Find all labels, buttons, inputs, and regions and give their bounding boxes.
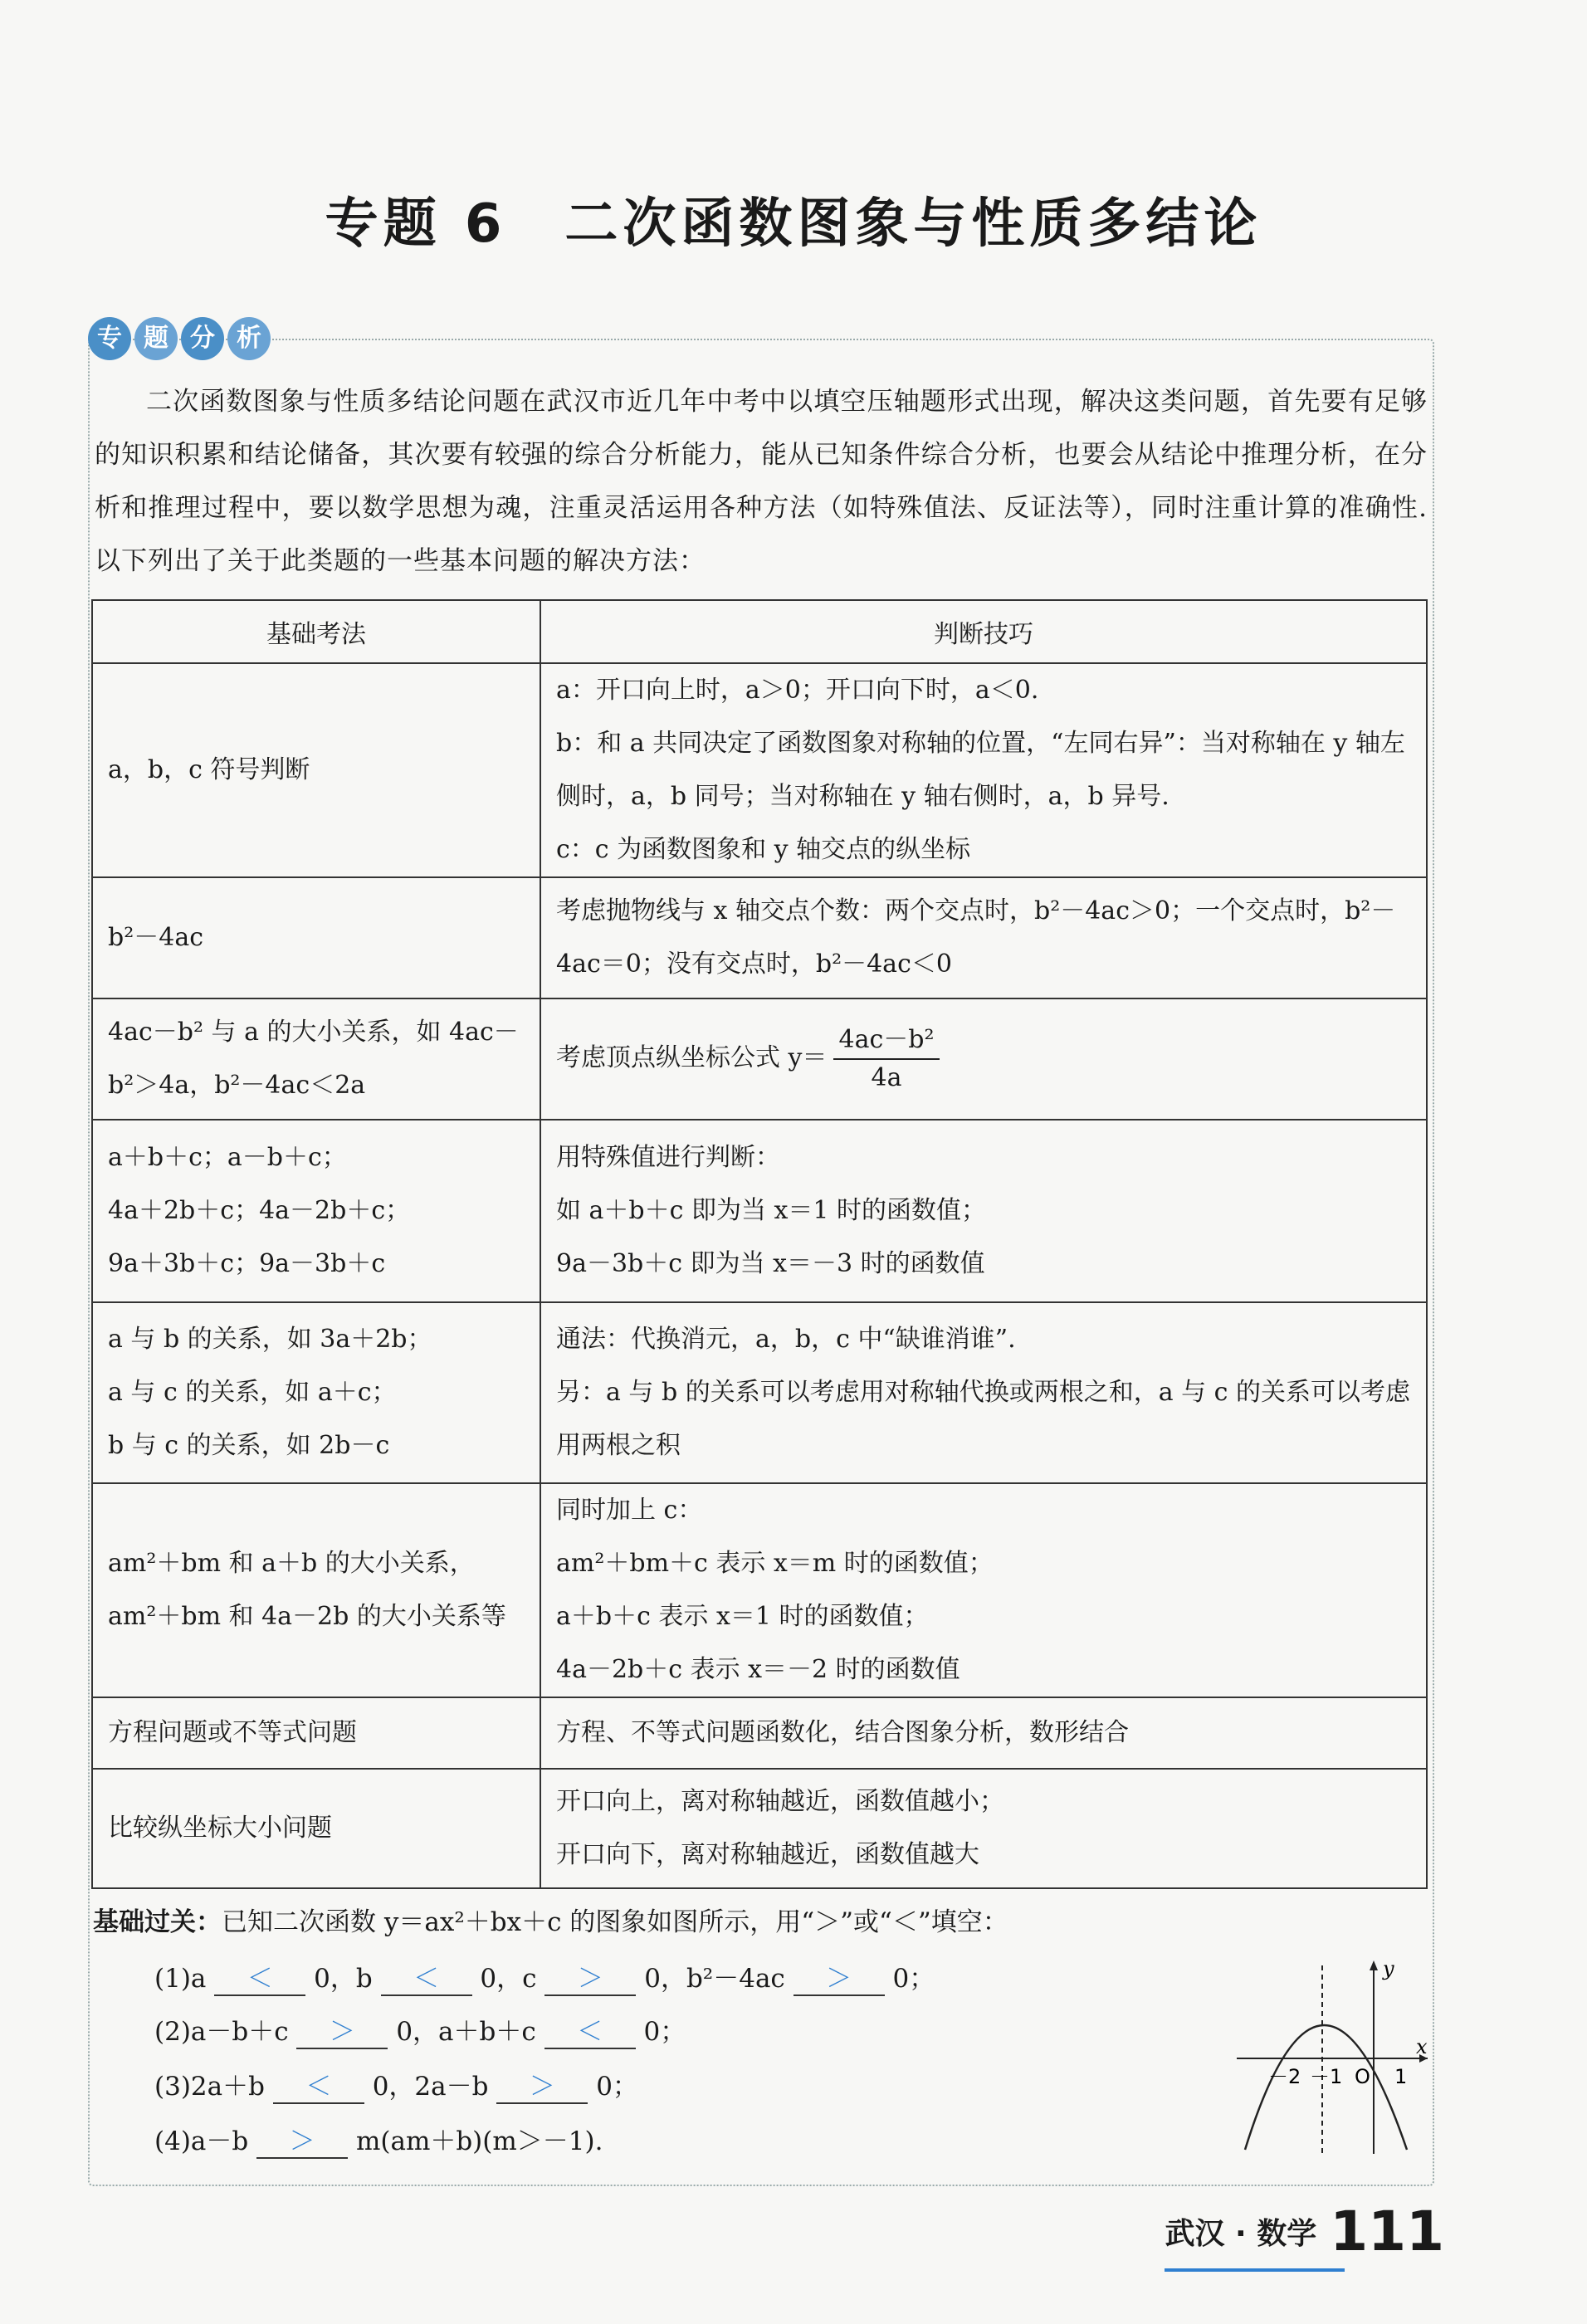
- parabola-graph: [1228, 1950, 1436, 2158]
- section-badge: 专 题 分 析: [88, 317, 271, 364]
- tick-neg2: －2: [1268, 2065, 1301, 2088]
- page-title: 专题 6 二次函数图象与性质多结论: [325, 193, 1262, 255]
- tick-neg1: －1: [1310, 2065, 1343, 2088]
- tick-1: 1: [1394, 2065, 1408, 2088]
- question-1: (1)a ＜ 0，b ＜ 0，c ＞ 0，b²－4ac ＞ 0；: [154, 1957, 935, 1996]
- tips-cell: 开口向上，离对称轴越近，函数值越小； 开口向下，离对称轴越近，函数值越大: [540, 1769, 1427, 1888]
- intro-paragraph: 二次函数图象与性质多结论问题在武汉市近几年中考中以填空压轴题形式出现，解决这类问题，首先要有足够的知识积累和结论储备，其次要有较强的综合分析能力，能从已知条件综合分析，也要会从结论中推理分析，在分析和推理过程中，要以数学思想为魂，注重灵活运用各种方法（如特殊值法、反证法等），同时注重计算的准确性.以下列出了关于此类题的一些基本问题的解决方法：: [95, 387, 1428, 576]
- answer-blank[interactable]: ＜: [381, 1957, 472, 1996]
- answer-blank[interactable]: ＜: [544, 2010, 636, 2049]
- question-3: (3)2a＋b ＜ 0，2a－b ＞ 0；: [154, 2065, 638, 2104]
- exercise-prompt: 基础过关：已知二次函数 y＝ax²＋bx＋c 的图象如图所示，用“＞”或“＜”填空：: [93, 1907, 1008, 1937]
- vertex-formula: $\frac{\text{4ac－b²}}{4a}$: [833, 1022, 939, 1096]
- answer-blank[interactable]: ＜: [273, 2065, 364, 2104]
- tips-cell: 通法：代换消元，a，b，c 中“缺谁消谁”. 另：a 与 b 的关系可以考虑用对称轴代换或两根之和，a 与 c 的关系可以考虑用两根之积: [540, 1302, 1427, 1483]
- table-row: [92, 1302, 1427, 1483]
- answer-blank[interactable]: ＞: [296, 2010, 388, 2049]
- table-row: [92, 1120, 1427, 1302]
- tips-cell: 考虑顶点纵坐标公式 y＝ $\frac{\text{4ac－b²}}{4a}$: [540, 998, 1427, 1120]
- answer-blank[interactable]: ＞: [496, 2065, 588, 2104]
- tips-cell: 用特殊值进行判断： 如 a＋b＋c 即为当 x＝1 时的函数值； 9a－3b＋c 即为当 x＝－3 时的函数值: [540, 1120, 1427, 1302]
- page-number: 111: [1330, 2200, 1444, 2263]
- method-cell: 比较纵坐标大小问题: [92, 1769, 540, 1888]
- header-tips: 判断技巧: [540, 600, 1427, 663]
- table-row: [92, 998, 1427, 1120]
- table-row: [92, 663, 1427, 877]
- tips-cell: 考虑抛物线与 x 轴交点个数：两个交点时，b²－4ac＞0；一个交点时，b²－4ac＝0；没有交点时，b²－4ac＜0: [540, 877, 1427, 998]
- y-label: y: [1383, 1957, 1394, 1980]
- methods-table: [91, 599, 1428, 1889]
- answer-blank[interactable]: ＞: [794, 1957, 885, 1996]
- method-cell: 4ac－b² 与 a 的大小关系，如 4ac－b²＞4a，b²－4ac＜2a: [92, 998, 540, 1120]
- origin-label: O: [1355, 2065, 1370, 2088]
- x-label: x: [1416, 2035, 1428, 2058]
- question-2: (2)a－b＋c ＞ 0，a＋b＋c ＜ 0；: [154, 2010, 686, 2049]
- table-row: [92, 877, 1427, 998]
- footer-line: [1165, 2268, 1345, 2272]
- method-cell: a，b，c 符号判断: [92, 663, 540, 877]
- tips-cell: 方程、不等式问题函数化，结合图象分析，数形结合: [540, 1697, 1427, 1769]
- header-method: 基础考法: [92, 600, 540, 663]
- method-cell: b²－4ac: [92, 877, 540, 998]
- page-footer: 武汉 · 数学 111: [1165, 2200, 1444, 2263]
- table-header-row: [92, 600, 1427, 663]
- answer-blank[interactable]: ＞: [544, 1957, 636, 1996]
- answer-blank[interactable]: ＞: [256, 2120, 348, 2159]
- table-row: [92, 1769, 1427, 1888]
- answer-blank[interactable]: ＜: [214, 1957, 305, 1996]
- method-cell: am²＋bm 和 a＋b 的大小关系， am²＋bm 和 4a－2b 的大小关系等: [92, 1483, 540, 1697]
- question-4: (4)a－b ＞ m(am＋b)(m＞－1).: [154, 2120, 603, 2159]
- method-cell: a 与 b 的关系，如 3a＋2b； a 与 c 的关系，如 a＋c； b 与 c 的关系，如 2b－c: [92, 1302, 540, 1483]
- table-row: [92, 1697, 1427, 1769]
- method-cell: 方程问题或不等式问题: [92, 1697, 540, 1769]
- table-row: [92, 1483, 1427, 1697]
- y-axis-arrow: [1370, 1960, 1378, 1970]
- method-cell: a＋b＋c；a－b＋c； 4a＋2b＋c；4a－2b＋c； 9a＋3b＋c；9a－3b＋c: [92, 1120, 540, 1302]
- tips-cell: 同时加上 c： am²＋bm＋c 表示 x＝m 时的函数值； a＋b＋c 表示 x＝1 时的函数值； 4a－2b＋c 表示 x＝－2 时的函数值: [540, 1483, 1427, 1697]
- tips-cell: a：开口向上时，a＞0；开口向下时，a＜0. b：和 a 共同决定了函数图象对称轴的位置，“左同右异”：当对称轴在 y 轴左侧时，a，b 同号；当对称轴在 y 轴右侧时，a，b 异号. c：c 为函数图象和 y 轴交点的纵坐标: [540, 663, 1427, 877]
